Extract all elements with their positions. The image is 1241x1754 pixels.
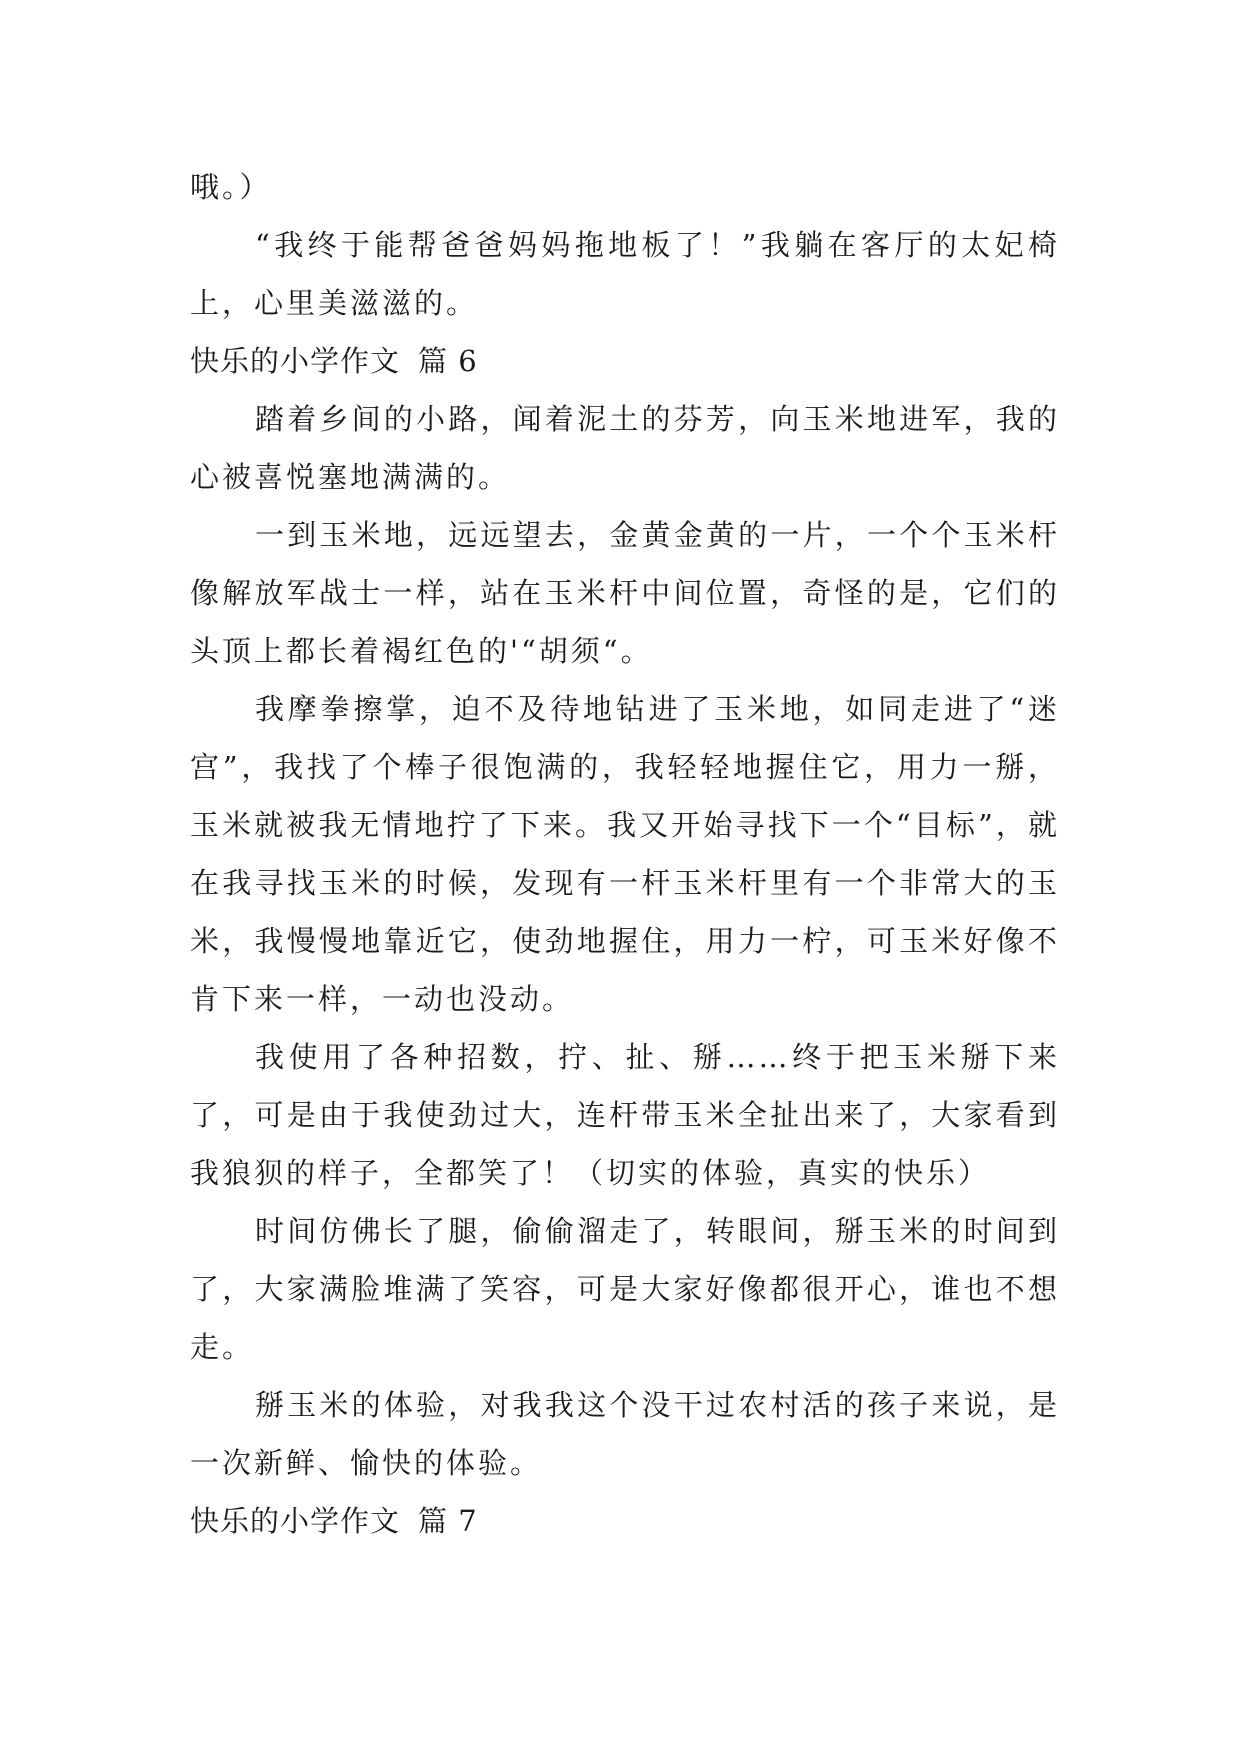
section-heading-title: 快乐的小学作文 [190, 1504, 401, 1538]
section-heading [190, 332, 1060, 390]
document-body [190, 158, 1060, 1550]
paragraph: 我使用了各种招数，拧、扯、掰……终于把玉米掰下来了，可是由于我使劲过大，连杆带玉米全扯出来了，大家看到我狼狈的样子，全都笑了！（切实的体验，真实的快乐） [190, 1040, 1060, 1190]
paragraph-continuation: 哦。） [190, 170, 272, 204]
paragraph: 掰玉米的体验，对我我这个没干过农村活的孩子来说，是一次新鲜、愉快的体验。 [190, 1388, 1060, 1480]
paragraph: 我摩拳擦掌，迫不及待地钻进了玉米地，如同走进了“迷宫”，我找了个棒子很饱满的，我轻轻地握住它，用力一掰，玉米就被我无情地拧了下来。我又开始寻找下一个“目标”，就在我寻找玉米的时候，发现有一杆玉米杆里有一个非常大的玉米，我慢慢地靠近它，使劲地握住，用力一柠，可玉米好像不肯下来一样，一动也没动。 [190, 692, 1060, 1016]
section-heading-number: 篇 7 [418, 1504, 478, 1538]
paragraph: 一到玉米地，远远望去，金黄金黄的一片，一个个玉米杆像解放军战士一样，站在玉米杆中间位置，奇怪的是，它们的头顶上都长着褐红色的'“胡须“。 [190, 518, 1060, 668]
paragraph: 时间仿佛长了腿，偷偷溜走了，转眼间，掰玉米的时间到了，大家满脸堆满了笑容，可是大家好像都很开心，谁也不想走。 [190, 1214, 1060, 1364]
section-heading [190, 1492, 1060, 1550]
section-heading-number: 篇 6 [418, 344, 478, 378]
paragraph: “我终于能帮爸爸妈妈拖地板了！”我躺在客厅的太妃椅上，心里美滋滋的。 [190, 228, 1060, 320]
section-heading-title: 快乐的小学作文 [190, 344, 401, 378]
paragraph: 踏着乡间的小路，闻着泥土的芬芳，向玉米地进军，我的心被喜悦塞地满满的。 [190, 402, 1060, 494]
